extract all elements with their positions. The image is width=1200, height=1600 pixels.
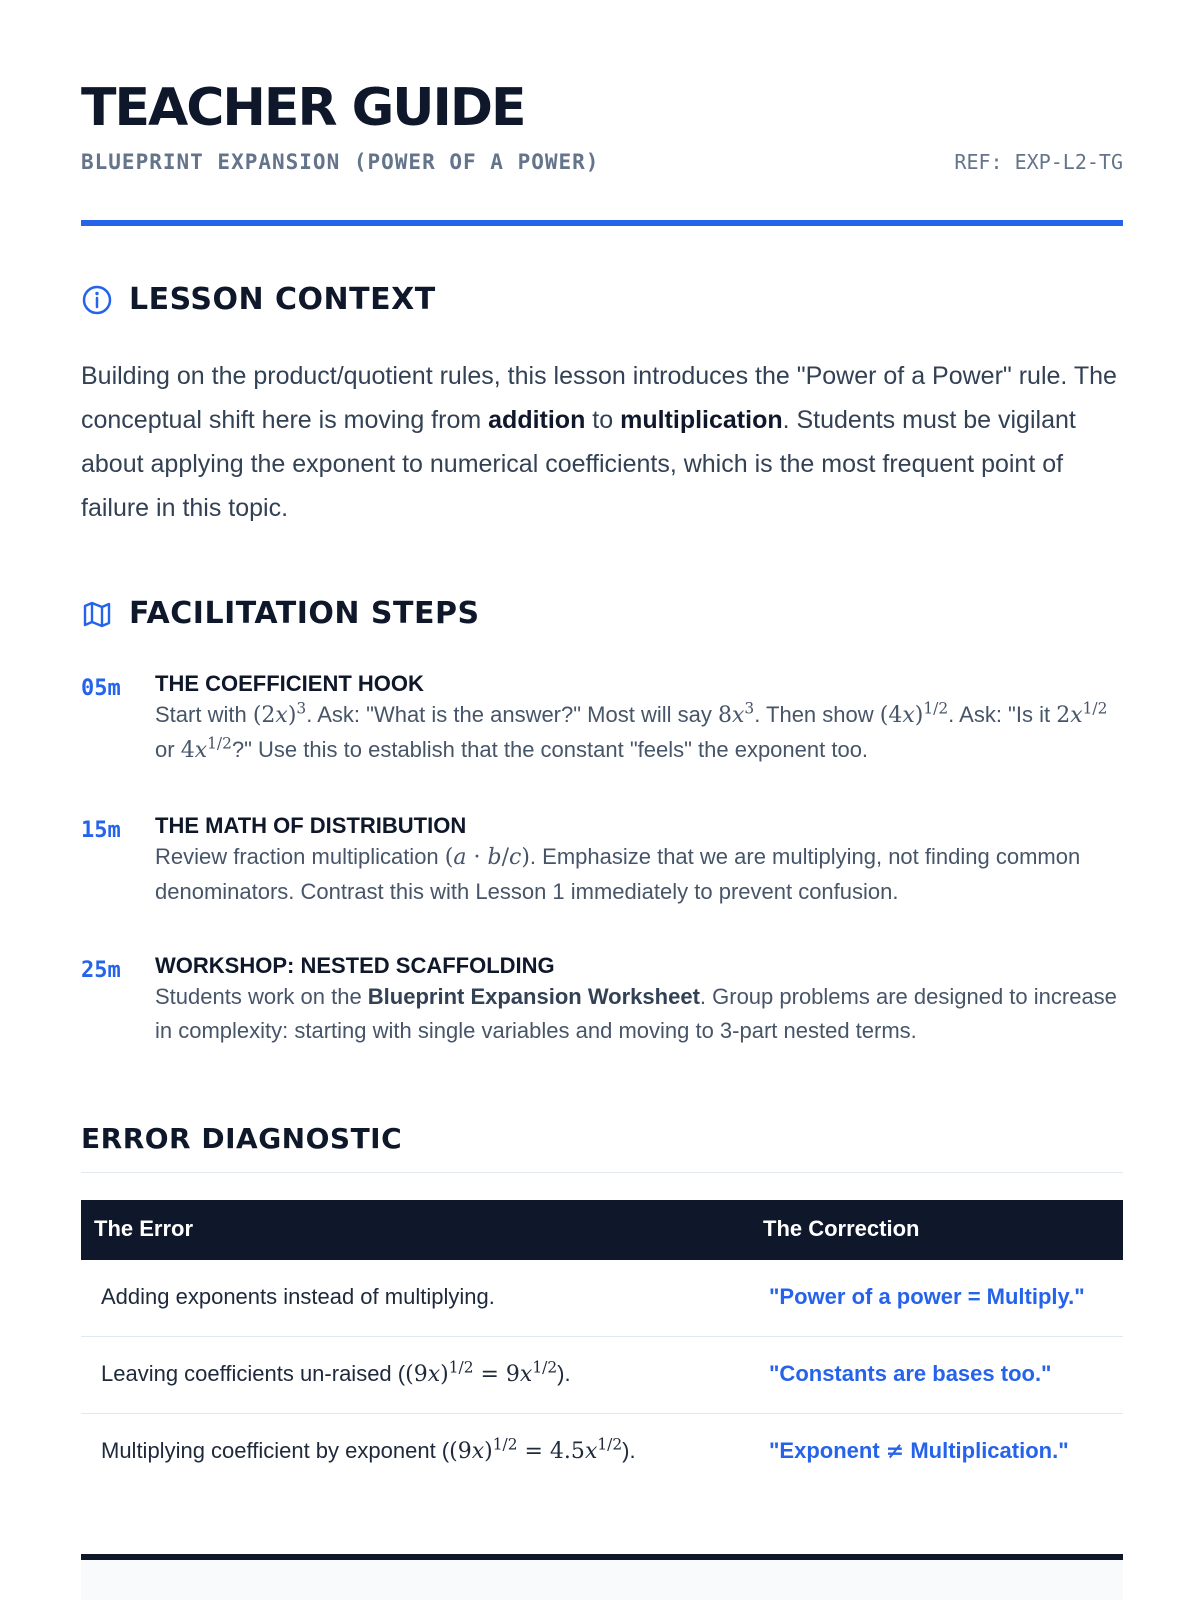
step-title: WORKSHOP: NESTED SCAFFOLDING — [155, 953, 555, 978]
text-segment: ). — [622, 1438, 636, 1463]
step-duration: 05m — [81, 676, 121, 701]
table-row — [81, 1337, 1123, 1414]
section-title: FACILITATION STEPS — [129, 596, 480, 631]
table-row — [81, 1260, 1123, 1337]
error-cell: Multiplying coefficient by exponent $((9x)^{1/2} = 4.5x^{1/2})$. — [101, 1435, 636, 1464]
text-segment: to — [585, 406, 621, 434]
lesson-context-heading — [81, 282, 436, 317]
map-icon — [81, 598, 113, 630]
text-segment: Multiplication." — [904, 1438, 1069, 1463]
step-duration: 15m — [81, 818, 121, 843]
text-segment: . Emphasize that we are multiplying, not finding common denominators. Contrast this with Lesson 1 immediately to prevent confusion. — [155, 844, 1081, 904]
step-title: THE COEFFICIENT HOOK — [155, 671, 424, 696]
error-diagnostic-heading: ERROR DIAGNOSTIC — [81, 1122, 403, 1155]
column-header-correction: The Correction — [763, 1216, 920, 1241]
text-segment: . Students must be vigilant about applying the exponent to numerical coefficients, which is the most frequent point of failure in this topic. — [81, 406, 1076, 522]
reference-code: REF: EXP-L2-TG — [954, 150, 1123, 174]
text-segment: . Ask: "Is it — [948, 702, 1057, 727]
text-segment: . Ask: "What is the answer?" Most will say — [306, 702, 718, 727]
step-description — [155, 980, 1123, 1048]
text-segment: Multiplying coefficient by exponent ( — [101, 1438, 450, 1463]
step-title: THE MATH OF DISTRIBUTION — [155, 813, 467, 838]
step-description: Review fraction multiplication (a · b/c). Emphasize that we are multiplying, not finding common denominators. Contrast this with Lesson 1 immediately to prevent confusion. — [155, 844, 1081, 904]
text-segment: . Then show — [754, 702, 880, 727]
text-segment: or — [155, 737, 181, 762]
table-row — [81, 1414, 1123, 1491]
worksheet-name: Blueprint Expansion Worksheet — [367, 984, 700, 1009]
info-icon — [81, 284, 113, 316]
facilitation-steps-heading — [81, 596, 480, 631]
section-divider — [81, 1172, 1123, 1173]
text-segment: ). — [557, 1361, 571, 1386]
step-duration: 25m — [81, 958, 121, 983]
text-segment: "Exponent — [769, 1438, 886, 1463]
page-title: TEACHER GUIDE — [81, 78, 525, 138]
step-description: Start with $(2x)^3$. Ask: "What is the answer?" Most will say $8x^3$. Then show $(4x)^{1/2}$. Ask: "Is it $2x^{1/2}$ or $4x^{1/2}$?" Use this to establish that the constant "feels" the exponent too. — [155, 699, 1108, 763]
text-segment: Start with — [155, 702, 253, 727]
text-segment: Building on the product/quotient rules, this lesson introduces the "Power of a Power" rule. The conceptual shift here is moving from — [81, 362, 1117, 434]
correction-cell: "Exponent ≠ Multiplication." — [769, 1438, 1069, 1464]
error-diagnostic-table — [81, 1200, 1123, 1491]
page-subtitle: BLUEPRINT EXPANSION (POWER OF A POWER) — [81, 150, 600, 174]
emphasis-addition: addition — [488, 406, 586, 434]
section-title: LESSON CONTEXT — [129, 282, 436, 317]
text-segment: Review fraction multiplication — [155, 844, 445, 869]
text-segment: ?" Use this to establish that the constant "feels" the exponent too. — [231, 737, 869, 762]
table-header — [81, 1200, 1123, 1260]
correction-cell: "Power of a power = Multiply." — [769, 1284, 1085, 1309]
column-header-error: The Error — [94, 1216, 194, 1241]
correction-cell: "Constants are bases too." — [769, 1361, 1052, 1386]
text-segment: . Group problems are designed to increase in complexity: starting with single variables and moving to 3-part nested terms. — [155, 984, 1117, 1043]
error-cell: Adding exponents instead of multiplying. — [101, 1284, 495, 1309]
error-cell: Leaving coefficients un-raised $((9x)^{1/2} = 9x^{1/2})$. — [101, 1358, 571, 1387]
header-divider — [81, 220, 1123, 226]
text-segment: Leaving coefficients un-raised ( — [101, 1361, 406, 1386]
text-segment: Students work on the — [155, 984, 368, 1009]
emphasis-multiplication: multiplication — [620, 406, 783, 434]
lesson-context-text — [81, 354, 1123, 530]
page-header — [81, 78, 1123, 174]
footer-band — [81, 1560, 1123, 1600]
